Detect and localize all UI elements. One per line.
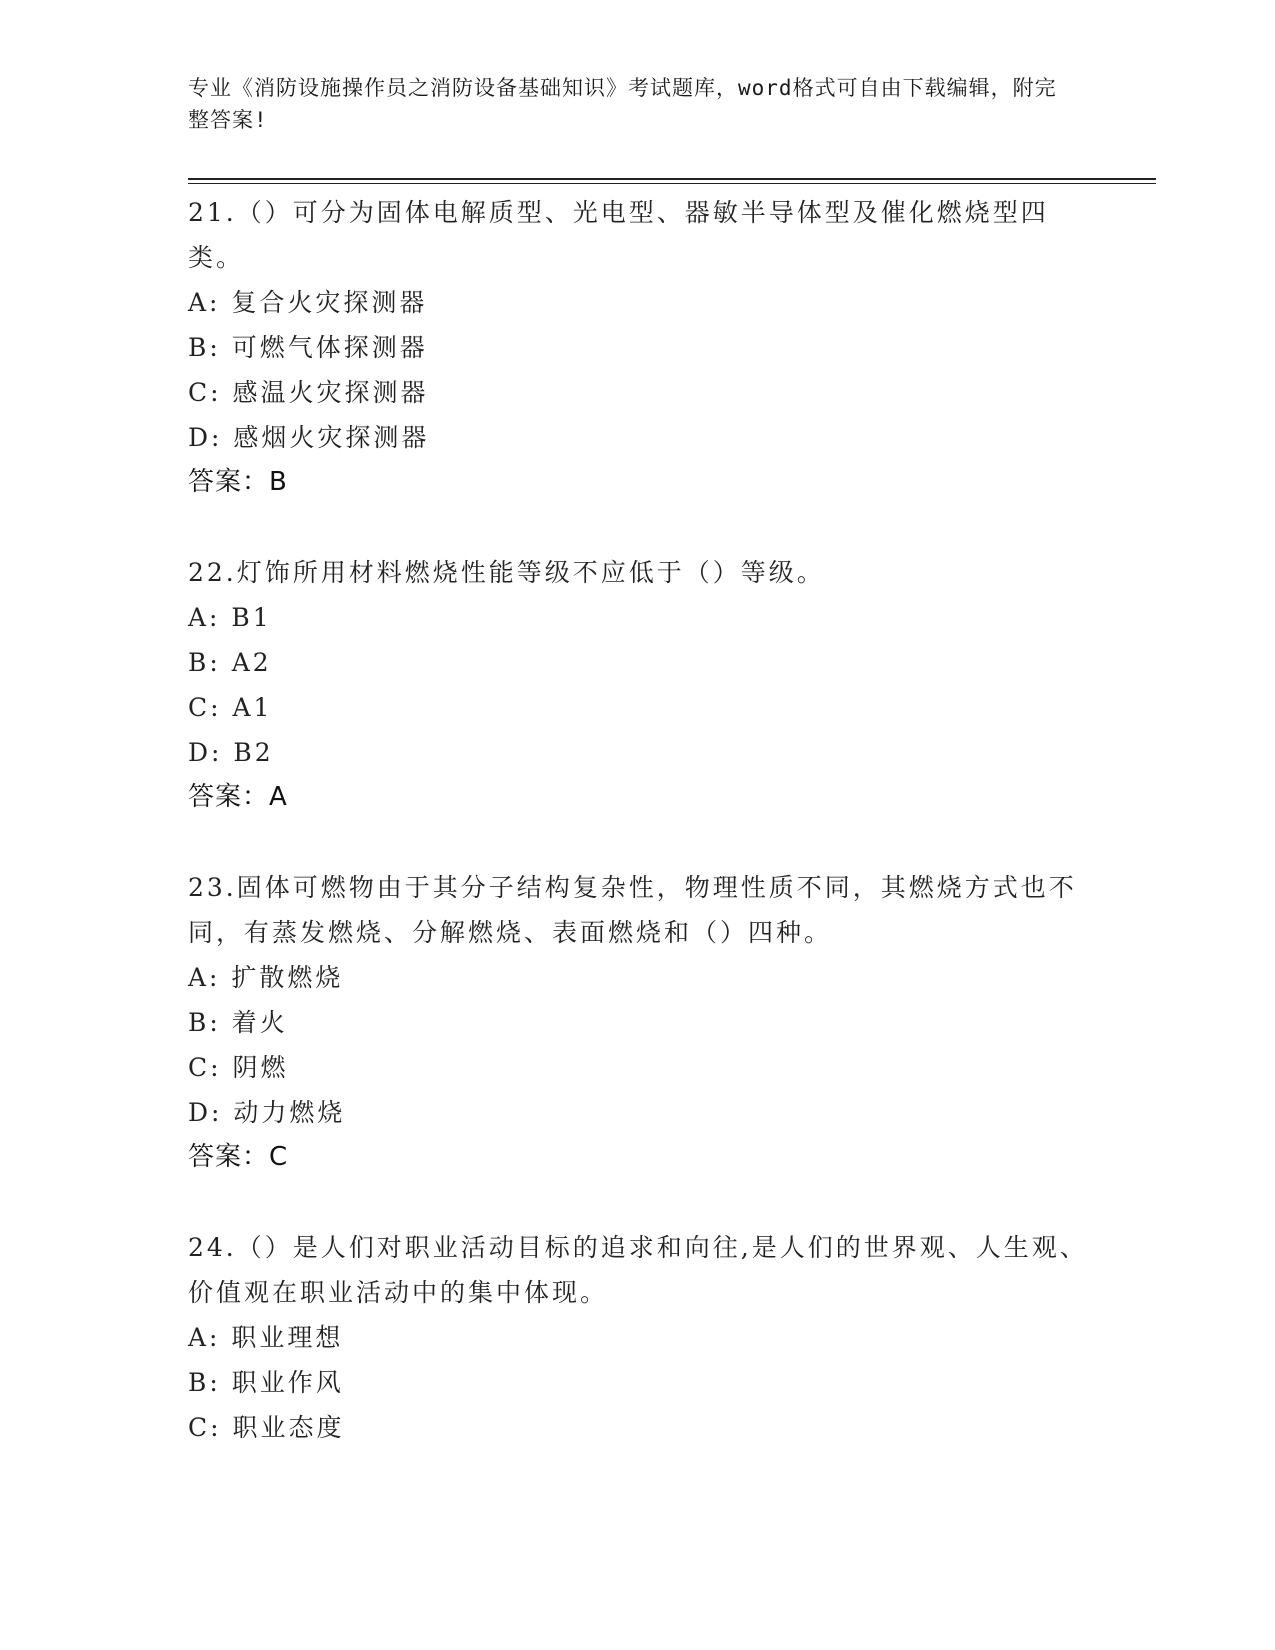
option-c: C: 职业态度	[188, 1413, 345, 1442]
option-b: B: 着火	[188, 1008, 288, 1037]
header-divider-thick	[188, 178, 1156, 180]
question-21	[188, 190, 1088, 505]
option-c: C: A1	[188, 693, 273, 722]
answer-label: 答案：A	[188, 782, 288, 812]
option-a: A: 复合火灾探测器	[188, 288, 428, 317]
option-b: B: 可燃气体探测器	[188, 333, 428, 362]
option-b: B: 职业作风	[188, 1368, 344, 1397]
option-d: D: 动力燃烧	[188, 1098, 346, 1127]
question-23	[188, 865, 1088, 1180]
answer-label: 答案：C	[188, 1142, 289, 1172]
answer-label: 答案：B	[188, 467, 288, 497]
question-24	[188, 1225, 1088, 1450]
option-a: A: B1	[188, 603, 272, 632]
option-d: D: 感烟火灾探测器	[188, 423, 430, 452]
option-d: D: B2	[188, 738, 274, 767]
question-stem: 21.（）可分为固体电解质型、光电型、器敏半导体型及催化燃烧型四类。	[188, 198, 1049, 272]
question-22	[188, 550, 1088, 820]
document-header: 专业《消防设施操作员之消防设备基础知识》考试题库，word格式可自由下载编辑，附完整答案!	[188, 76, 1057, 132]
header-divider-thin	[188, 183, 1156, 184]
option-b: B: A2	[188, 648, 272, 677]
question-stem: 23.固体可燃物由于其分子结构复杂性，物理性质不同，其燃烧方式也不同，有蒸发燃烧、分解燃烧、表面燃烧和（）四种。	[188, 873, 1077, 947]
question-stem: 22.灯饰所用材料燃烧性能等级不应低于（）等级。	[188, 558, 825, 587]
option-c: C: 阴燃	[188, 1053, 289, 1082]
question-stem: 24.（）是人们对职业活动目标的追求和向往,是人们的世界观、人生观、价值观在职业活动中的集中体现。	[188, 1233, 1088, 1307]
question-list	[188, 190, 1088, 1495]
option-a: A: 职业理想	[188, 1323, 344, 1352]
option-c: C: 感温火灾探测器	[188, 378, 429, 407]
option-a: A: 扩散燃烧	[188, 963, 344, 992]
